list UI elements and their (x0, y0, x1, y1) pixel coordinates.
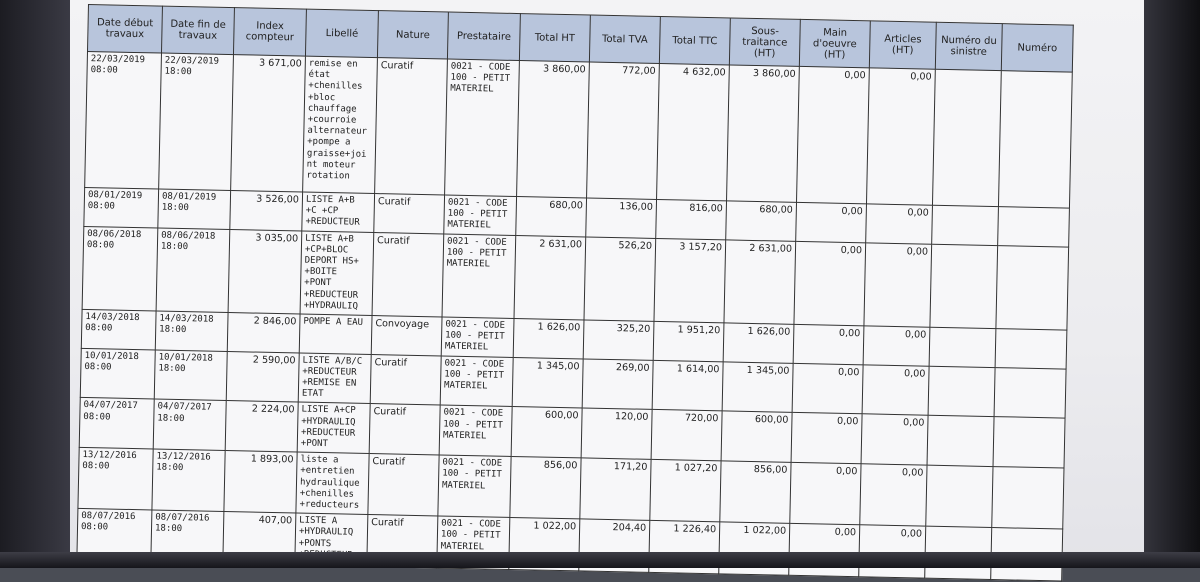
cell-sous: 1 022,00 (719, 522, 790, 575)
cell-fin: 13/12/2016 18:00 (152, 449, 225, 512)
cell-ttc: 1 027,20 (650, 460, 721, 522)
cell-articles: 0,00 (860, 464, 927, 526)
cell-sous: 680,00 (726, 201, 797, 241)
cell-tva: 171,20 (580, 458, 651, 520)
cell-debut: 08/07/2016 08:00 (77, 509, 152, 563)
cell-prestataire: 0021 - CODE 100 - PETIT MATERIEL (440, 356, 513, 407)
cell-fin: 10/01/2018 18:00 (154, 350, 227, 401)
cell-articles: 0,00 (866, 204, 933, 244)
table-body (77, 52, 1072, 582)
cell-tva: 269,00 (582, 359, 653, 410)
col-header: Date fin de travaux (161, 6, 234, 54)
cell-libelle: LISTE A/B/C +REDUCTEUR +REMISE EN ETAT (298, 353, 371, 404)
col-header: Date début travaux (88, 5, 163, 54)
cell-prestataire: 0021 - CODE 100 - PETIT MATERIEL (444, 195, 517, 235)
cell-nature: Convoyage (371, 316, 442, 356)
cell-fin: 08/07/2016 18:00 (151, 510, 224, 563)
cell-libelle: remise en état +chenilles +bloc chauffage +courroie alternateur +pompe a graisse+joint moteur rotation (303, 56, 378, 193)
cell-index: 407,00 (223, 512, 296, 565)
cell-ttc: 1 614,00 (652, 360, 723, 411)
cell-nature: Curatif (370, 354, 441, 405)
cell-sinistre (930, 244, 998, 329)
cell-main: 0,00 (789, 524, 860, 577)
cell-libelle: LISTE A+CP +HYDRAULIQ +REDUCTEUR +PONT (297, 402, 370, 453)
cell-ttc: 1 951,20 (653, 321, 724, 361)
cell-articles: 0,00 (862, 364, 929, 415)
cell-prestataire: 0021 - CODE 100 - PETIT MATERIEL (442, 234, 516, 319)
col-header: Numéro (1001, 24, 1073, 72)
cell-sous: 3 860,00 (727, 65, 800, 202)
cell-main: 0,00 (794, 241, 866, 326)
cell-main: 0,00 (790, 463, 861, 525)
col-header: Index compteur (233, 8, 306, 56)
cell-libelle: LISTE A +HYDRAULIQ +PONTS (295, 513, 368, 566)
cell-index: 2 590,00 (226, 351, 299, 402)
cell-sinistre (927, 416, 994, 467)
cell-numero (998, 71, 1072, 208)
cell-sous: 1 626,00 (723, 323, 794, 363)
cell-numero (996, 245, 1069, 330)
cell-fin: 04/07/2017 18:00 (153, 399, 226, 450)
cell-index: 3 035,00 (228, 229, 302, 314)
cell-tva: 526,20 (584, 237, 656, 322)
cell-libelle: LISTE A+B +C +CP +REDUCTEUR (302, 192, 375, 232)
cell-numero (994, 367, 1066, 418)
cell-fin: 22/03/2019 18:00 (159, 53, 234, 190)
cell-ttc: 3 157,20 (654, 238, 726, 323)
cell-debut: 08/01/2019 08:00 (84, 187, 159, 227)
table-row (85, 52, 1073, 209)
col-header: Articles (HT) (869, 21, 936, 69)
cell-libelle: liste a +entretien hydraulique +chenilles +reducteurs (296, 452, 369, 515)
cell-ttc: 4 632,00 (657, 63, 730, 200)
cell-libelle: POMPE A EAU (299, 314, 372, 354)
cell-sinistre (932, 69, 1001, 206)
interventions-table (76, 4, 1073, 582)
cell-numero (998, 207, 1070, 247)
cell-debut: 04/07/2017 08:00 (79, 398, 154, 449)
cell-nature: Curatif (369, 404, 440, 455)
cell-main: 0,00 (791, 413, 862, 464)
cell-main: 0,00 (793, 324, 864, 364)
cell-sous: 1 345,00 (722, 362, 793, 413)
cell-numero (995, 329, 1067, 369)
monitor-bezel-right (1144, 0, 1200, 568)
cell-debut: 13/12/2016 08:00 (78, 448, 153, 511)
cell-libelle: LISTE A+B +CP+BLOC DEPORT HS+ +BOITE +PONT +REDUCTEUR +HYDRAULIQ (300, 231, 374, 316)
cell-prestataire: 0021 - CODE 100 - PETIT MATERIEL (441, 317, 514, 357)
cell-tva: 325,20 (583, 320, 654, 360)
cell-debut: 08/06/2018 08:00 (82, 226, 158, 311)
cell-articles: 0,00 (859, 525, 926, 578)
cell-debut: 10/01/2018 08:00 (80, 348, 155, 399)
cell-tva: 120,00 (581, 408, 652, 459)
col-header: Numéro du sinistre (935, 22, 1002, 70)
col-header: Libellé (305, 9, 378, 57)
cell-fin: 08/01/2019 18:00 (158, 189, 231, 229)
cell-ttc: 720,00 (651, 410, 722, 461)
cell-tva: 136,00 (586, 198, 657, 238)
cell-ht: 1 345,00 (512, 357, 583, 408)
cell-tva: 772,00 (587, 62, 660, 199)
cell-fin: 08/06/2018 18:00 (156, 228, 230, 313)
cell-ht: 680,00 (516, 197, 587, 237)
cell-nature: Curatif (367, 515, 438, 568)
cell-sinistre (928, 366, 995, 417)
cell-nature: Curatif (368, 454, 439, 516)
monitor-bezel-bottom (0, 552, 1200, 568)
cell-ht: 2 631,00 (514, 235, 586, 320)
cell-sinistre (932, 205, 999, 245)
cell-main: 0,00 (797, 66, 870, 203)
cell-prestataire: 0021 - CODE 100 - PETIT MATERIEL (437, 516, 510, 569)
cell-sous: 600,00 (721, 411, 792, 462)
cell-articles: 0,00 (861, 414, 928, 465)
cell-nature: Curatif (374, 194, 445, 234)
cell-main: 0,00 (796, 202, 867, 242)
col-header: Total TTC (659, 16, 730, 64)
cell-fin: 14/03/2018 18:00 (155, 311, 228, 351)
cell-prestataire: 0021 - CODE 100 - PETIT MATERIEL (445, 59, 520, 196)
col-header: Prestataire (447, 12, 520, 60)
cell-articles: 0,00 (863, 326, 930, 366)
document-page (77, 4, 1073, 553)
cell-index: 3 671,00 (231, 55, 306, 192)
cell-ht: 1 626,00 (513, 319, 584, 359)
cell-index: 3 526,00 (230, 191, 303, 231)
cell-sous: 856,00 (720, 461, 791, 523)
cell-ttc: 1 226,40 (649, 521, 720, 574)
col-header: Total HT (519, 14, 590, 62)
cell-tva: 204,40 (579, 519, 650, 572)
col-header: Main d'oeuvre (HT) (799, 19, 870, 67)
cell-ht: 1 022,00 (509, 518, 580, 571)
cell-debut: 14/03/2018 08:00 (81, 309, 156, 349)
cell-prestataire: 0021 - CODE 100 - PETIT MATERIEL (438, 455, 511, 518)
cell-sinistre (929, 327, 996, 367)
cell-debut: 22/03/2019 08:00 (85, 52, 162, 190)
col-header: Total TVA (589, 15, 660, 63)
cell-prestataire: 0021 - CODE 100 - PETIT MATERIEL (439, 405, 512, 456)
cell-index: 2 224,00 (225, 401, 298, 452)
cell-ht: 3 860,00 (517, 61, 590, 198)
cell-index: 1 893,00 (224, 451, 297, 514)
cell-nature: Curatif (375, 58, 448, 195)
col-header: Sous-traitance (HT) (729, 18, 800, 66)
cell-ht: 856,00 (510, 457, 581, 519)
cell-articles: 0,00 (864, 242, 932, 327)
monitor-bezel-left (0, 0, 70, 568)
cell-numero (992, 467, 1064, 529)
cell-numero (993, 417, 1065, 468)
cell-nature: Curatif (372, 232, 444, 317)
cell-ttc: 816,00 (656, 199, 727, 239)
cell-index: 2 846,00 (227, 313, 300, 353)
cell-articles: 0,00 (866, 68, 935, 205)
cell-sinistre (926, 465, 993, 527)
cell-sous: 2 631,00 (724, 240, 796, 325)
cell-ht: 600,00 (511, 407, 582, 458)
col-header: Nature (377, 11, 448, 59)
cell-main: 0,00 (792, 363, 863, 414)
